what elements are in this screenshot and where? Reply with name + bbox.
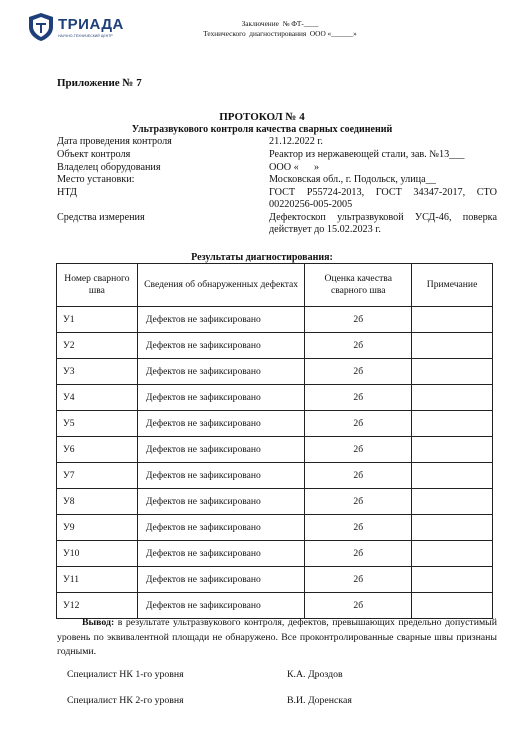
weld-number-cell: У10 — [57, 541, 138, 567]
info-label: Владелец оборудования — [57, 162, 161, 173]
defects-cell: Дефектов не зафиксировано — [137, 411, 305, 437]
grade-cell: 2б — [305, 333, 412, 359]
weld-number-cell: У9 — [57, 515, 138, 541]
column-header-weld-number: Номер сварного шва — [57, 264, 138, 307]
table-row — [57, 385, 493, 411]
defects-cell: Дефектов не зафиксировано — [137, 463, 305, 489]
signature-role-1: Специалист НК 1-го уровня — [67, 669, 184, 680]
grade-cell: 2б — [305, 411, 412, 437]
note-cell — [412, 593, 493, 619]
info-value: 21.12.2022 г. — [269, 136, 323, 147]
table-row — [57, 541, 493, 567]
grade-cell: 2б — [305, 567, 412, 593]
weld-number-cell: У7 — [57, 463, 138, 489]
note-cell — [412, 307, 493, 333]
weld-number-cell: У6 — [57, 437, 138, 463]
weld-number-cell: У8 — [57, 489, 138, 515]
grade-cell: 2б — [305, 307, 412, 333]
signature-role-2: Специалист НК 2-го уровня — [67, 695, 184, 706]
company-logo — [27, 12, 127, 42]
table-row — [57, 463, 493, 489]
conclusion — [57, 616, 497, 660]
defects-cell: Дефектов не зафиксировано — [137, 515, 305, 541]
table-header-row — [57, 264, 493, 307]
table-row — [57, 437, 493, 463]
note-cell — [412, 567, 493, 593]
results-title: Результаты диагностирования: — [191, 252, 333, 263]
grade-cell: 2б — [305, 593, 412, 619]
column-header-grade: Оценка качества сварного шва — [305, 264, 412, 307]
logo-name: ТРИАДА — [58, 16, 124, 33]
signature-name-2: В.И. Доренская — [287, 695, 352, 706]
note-cell — [412, 359, 493, 385]
conclusion-label: Вывод: — [82, 617, 115, 628]
info-value: ООО « » — [269, 162, 320, 173]
results-table — [56, 263, 493, 619]
weld-number-cell: У1 — [57, 307, 138, 333]
grade-cell: 2б — [305, 541, 412, 567]
defects-cell: Дефектов не зафиксировано — [137, 333, 305, 359]
note-cell — [412, 515, 493, 541]
table-row — [57, 359, 493, 385]
note-cell — [412, 437, 493, 463]
header-diagnostics-org: Технического диагностирования ООО «______» — [203, 29, 357, 38]
header-conclusion-number: Заключение № ФТ-____ — [241, 19, 319, 28]
info-label: Дата проведения контроля — [57, 136, 172, 147]
defects-cell: Дефектов не зафиксировано — [137, 541, 305, 567]
note-cell — [412, 385, 493, 411]
table-row — [57, 411, 493, 437]
info-value: Московская обл., г. Подольск, улица__ — [269, 174, 436, 185]
defects-cell: Дефектов не зафиксировано — [137, 385, 305, 411]
signature-name-1: К.А. Дроздов — [287, 669, 343, 680]
weld-number-cell: У11 — [57, 567, 138, 593]
table-row — [57, 489, 493, 515]
defects-cell: Дефектов не зафиксировано — [137, 307, 305, 333]
weld-number-cell: У3 — [57, 359, 138, 385]
weld-number-cell: У5 — [57, 411, 138, 437]
grade-cell: 2б — [305, 515, 412, 541]
grade-cell: 2б — [305, 489, 412, 515]
info-value: Дефектоскоп ультразвуковой УСД-46, поверка действует до 15.02.2023 г. — [269, 212, 497, 235]
table-row — [57, 593, 493, 619]
note-cell — [412, 463, 493, 489]
defects-cell: Дефектов не зафиксировано — [137, 359, 305, 385]
grade-cell: 2б — [305, 463, 412, 489]
info-label: Объект контроля — [57, 149, 131, 160]
info-label: Средства измерения — [57, 212, 145, 223]
logo-subtitle: НАУЧНО-ТЕХНИЧЕСКИЙ ЦЕНТР — [58, 34, 113, 38]
weld-number-cell: У12 — [57, 593, 138, 619]
column-header-defects: Сведения об обнаруженных дефектах — [137, 264, 305, 307]
note-cell — [412, 489, 493, 515]
table-row — [57, 515, 493, 541]
appendix-label: Приложение № 7 — [57, 77, 142, 89]
protocol-subtitle: Ультразвукового контроля качества сварных соединений — [131, 124, 393, 135]
table-row — [57, 567, 493, 593]
info-value: Реактор из нержавеющей стали, зав. №13___ — [269, 149, 465, 160]
note-cell — [412, 333, 493, 359]
info-label: Место установки: — [57, 174, 135, 185]
grade-cell: 2б — [305, 437, 412, 463]
info-value: ГОСТ Р55724-2013, ГОСТ 34347-2017, СТО 00220256-005-2005 — [269, 187, 497, 210]
defects-cell: Дефектов не зафиксировано — [137, 593, 305, 619]
defects-cell: Дефектов не зафиксировано — [137, 437, 305, 463]
defects-cell: Дефектов не зафиксировано — [137, 567, 305, 593]
info-label: НТД — [57, 187, 77, 198]
note-cell — [412, 411, 493, 437]
grade-cell: 2б — [305, 359, 412, 385]
shield-logo-icon — [27, 12, 55, 42]
table-row — [57, 333, 493, 359]
grade-cell: 2б — [305, 385, 412, 411]
protocol-title: ПРОТОКОЛ № 4 — [219, 111, 305, 123]
column-header-note: Примечание — [412, 264, 493, 307]
table-row — [57, 307, 493, 333]
conclusion-text: в результате ультразвукового контроля, дефектов, превышающих предельно допустимый уровень по эквивалентной площади не обнаружено. Все проконтролированные сварные швы признаны годными. — [57, 617, 497, 657]
weld-number-cell: У2 — [57, 333, 138, 359]
defects-cell: Дефектов не зафиксировано — [137, 489, 305, 515]
note-cell — [412, 541, 493, 567]
weld-number-cell: У4 — [57, 385, 138, 411]
